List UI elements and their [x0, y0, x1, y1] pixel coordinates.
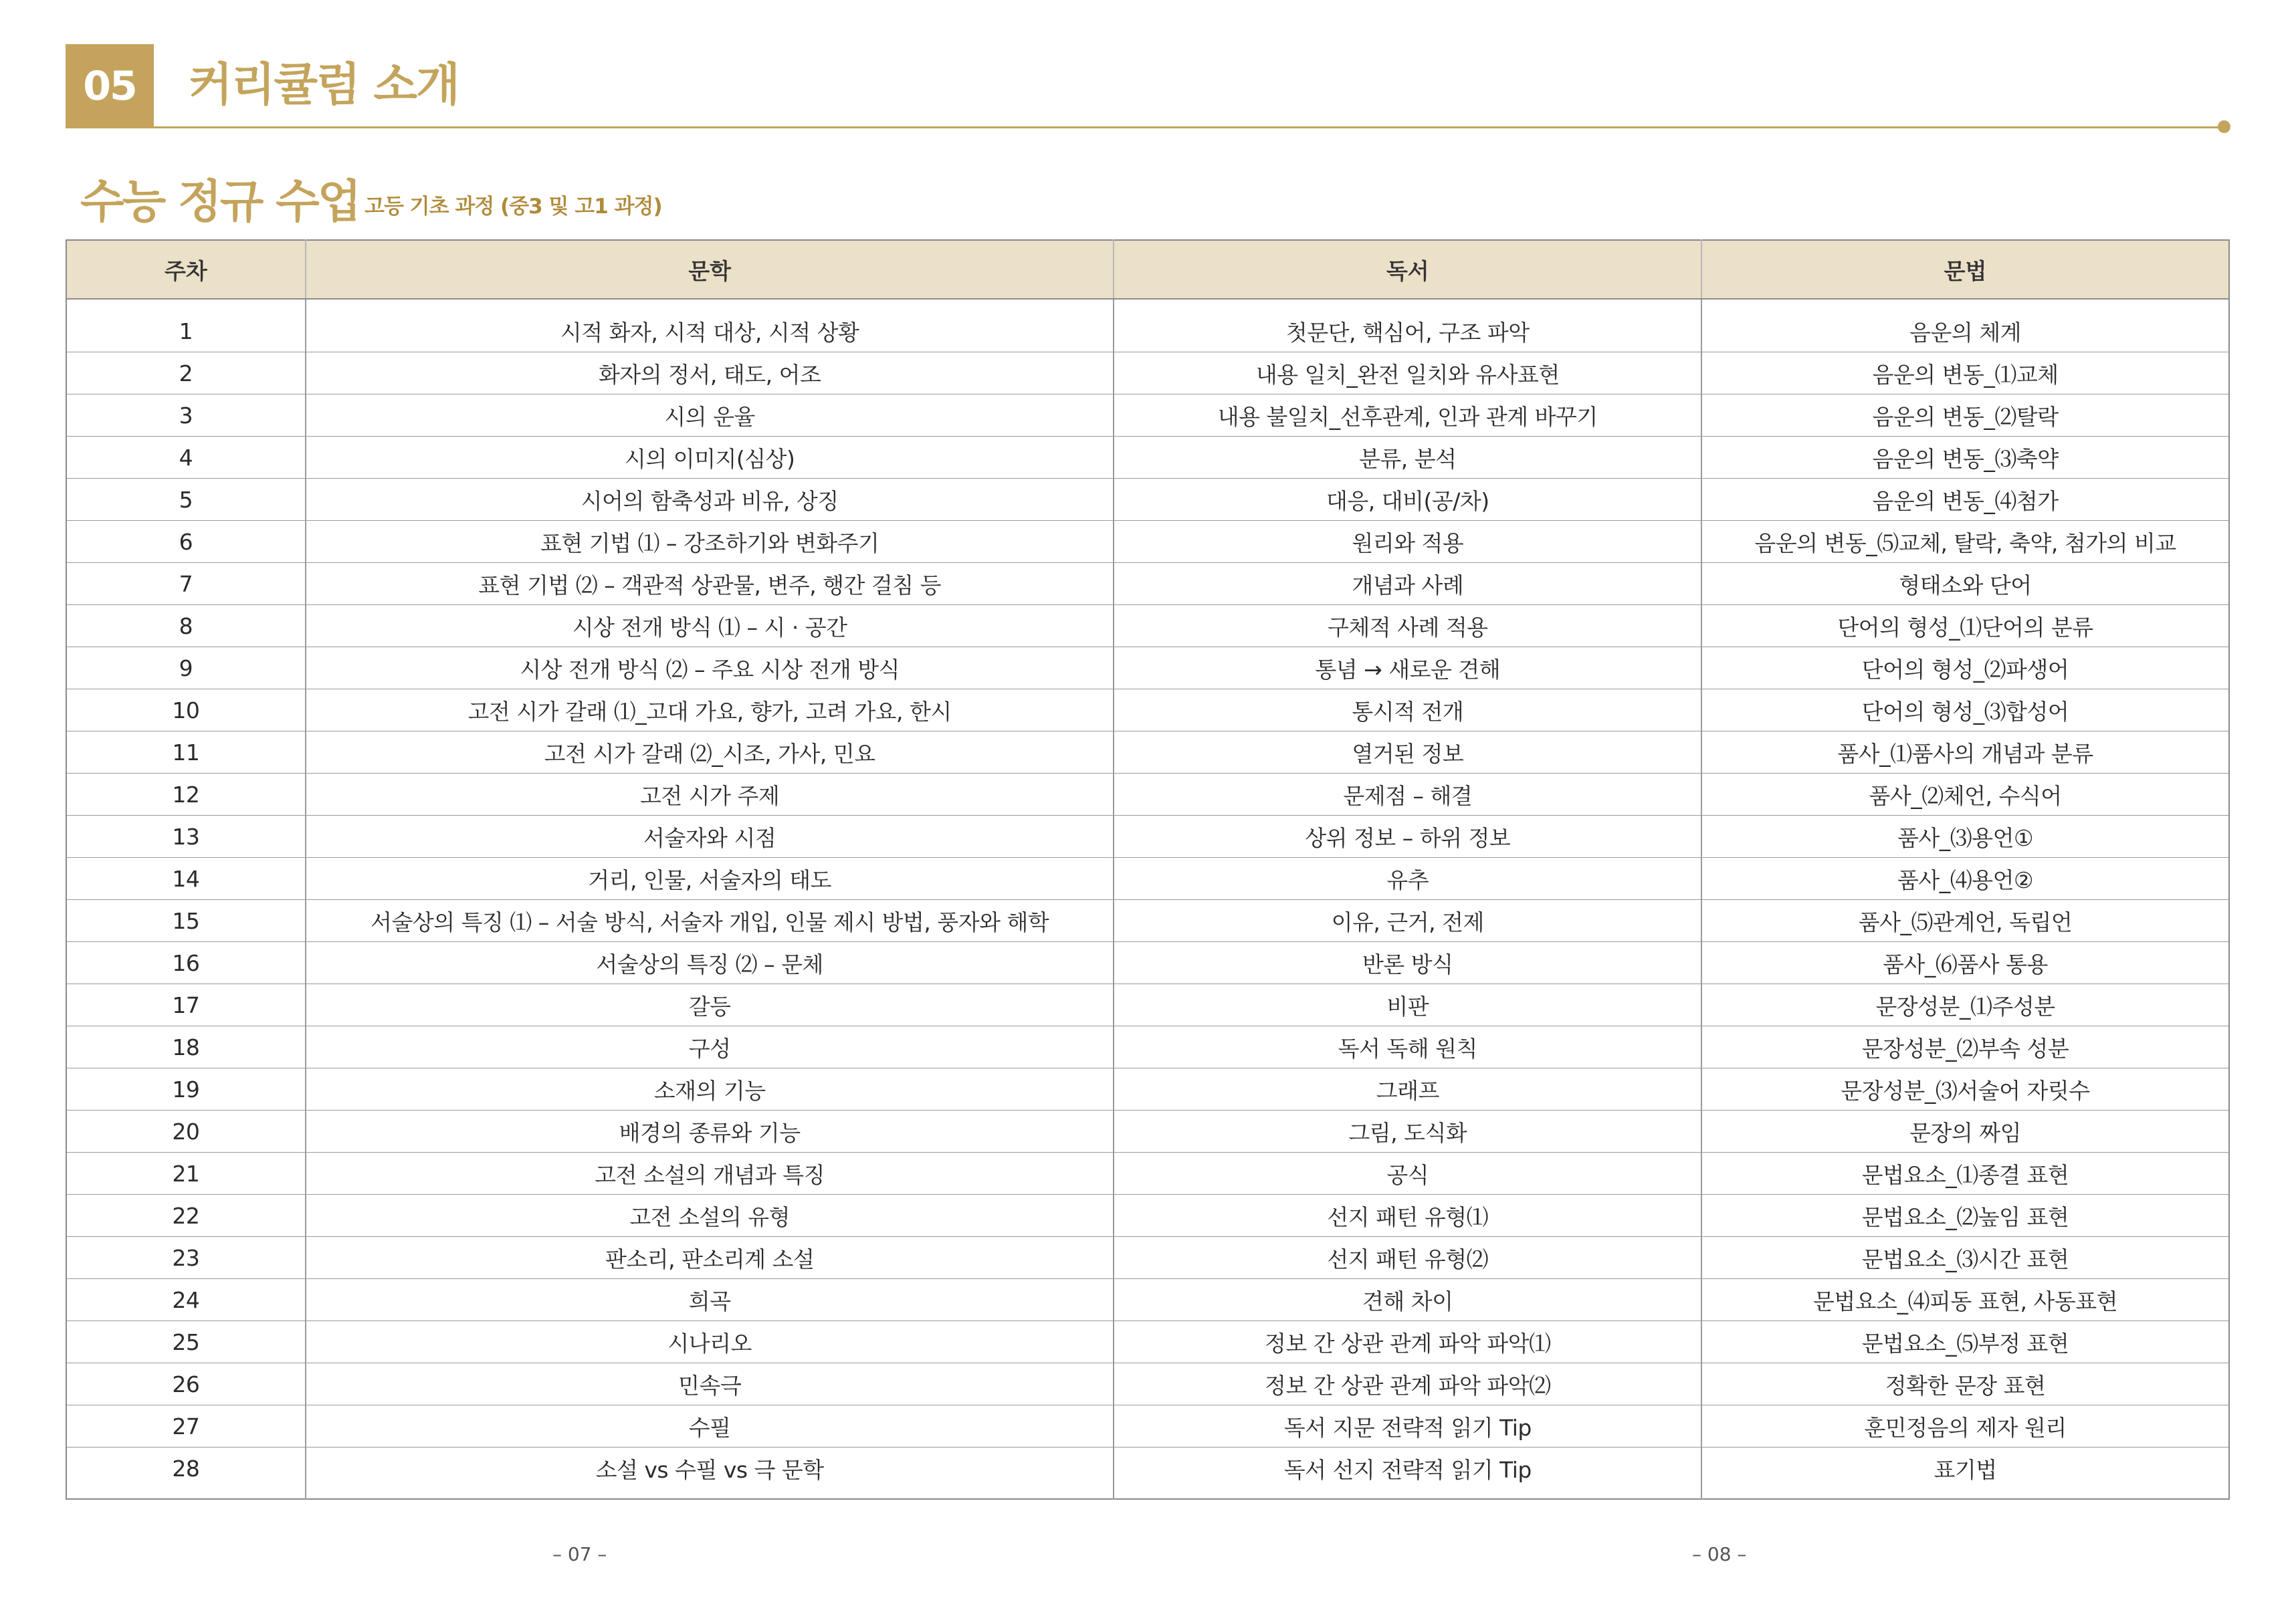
literature-cell: 고전 시가 갈래 ⑵_시조, 가사, 민요 — [306, 731, 1114, 774]
table-row — [66, 942, 2229, 984]
literature-cell: 표현 기법 ⑵ – 객관적 상관물, 변주, 행간 걸침 등 — [306, 563, 1114, 605]
reading-cell: 선지 패턴 유형⑵ — [1114, 1237, 1701, 1279]
table-row — [66, 1026, 2229, 1068]
grammar-cell: 음운의 변동_⑶축약 — [1701, 437, 2229, 479]
grammar-cell: 음운의 체계 — [1701, 299, 2229, 352]
table-row — [66, 858, 2229, 900]
reading-cell: 첫문단, 핵심어, 구조 파악 — [1114, 299, 1701, 352]
grammar-cell: 문장의 짜임 — [1701, 1111, 2229, 1153]
week-cell: 1 — [179, 318, 193, 344]
literature-cell: 표현 기법 ⑴ – 강조하기와 변화주기 — [306, 521, 1114, 563]
grammar-cell: 음운의 변동_⑵탈락 — [1701, 394, 2229, 437]
grammar-cell: 음운의 변동_⑷첨가 — [1701, 479, 2229, 521]
section-number-badge: 05 — [66, 44, 154, 128]
grammar-cell: 문장성분_⑶서술어 자릿수 — [1701, 1068, 2229, 1111]
reading-cell: 정보 간 상관 관계 파악 파악⑴ — [1114, 1321, 1701, 1363]
reading-cell: 독서 독해 원칙 — [1114, 1026, 1701, 1068]
table-row — [66, 689, 2229, 731]
literature-cell: 거리, 인물, 서술자의 태도 — [306, 858, 1114, 900]
literature-cell: 배경의 종류와 기능 — [306, 1111, 1114, 1153]
literature-cell: 구성 — [306, 1026, 1114, 1068]
week-cell: 17 — [66, 984, 306, 1026]
table-row — [66, 731, 2229, 774]
table-row — [66, 479, 2229, 521]
week-cell: 25 — [66, 1321, 306, 1363]
reading-cell: 유추 — [1114, 858, 1701, 900]
table-body — [66, 299, 2229, 1499]
table-row — [66, 1321, 2229, 1363]
literature-cell: 서술자와 시점 — [306, 816, 1114, 858]
week-cell: 2 — [66, 352, 306, 394]
reading-cell: 통시적 전개 — [1114, 689, 1701, 731]
grammar-cell: 훈민정음의 제자 원리 — [1701, 1405, 2229, 1448]
literature-cell: 시의 이미지(심상) — [306, 437, 1114, 479]
table-row — [66, 605, 2229, 647]
reading-cell: 구체적 사례 적용 — [1114, 605, 1701, 647]
grammar-cell: 품사_⑹품사 통용 — [1701, 942, 2229, 984]
page-number-left: – 07 – — [552, 1543, 607, 1565]
grammar-cell: 문법요소_⑴종결 표현 — [1701, 1153, 2229, 1195]
table-row — [66, 563, 2229, 605]
reading-cell: 열거된 정보 — [1114, 731, 1701, 774]
table-row — [66, 984, 2229, 1026]
week-cell: 9 — [66, 647, 306, 689]
week-cell: 8 — [66, 605, 306, 647]
reading-cell: 정보 간 상관 관계 파악 파악⑵ — [1114, 1363, 1701, 1405]
table-row — [66, 1068, 2229, 1111]
grammar-cell: 문장성분_⑴주성분 — [1701, 984, 2229, 1026]
page-number-right: – 08 – — [1692, 1543, 1747, 1565]
header-literature: 문학 — [306, 240, 1114, 299]
literature-cell: 소설 vs 수필 vs 극 문학 — [306, 1448, 1114, 1500]
section-divider — [66, 126, 2226, 128]
week-cell: 4 — [66, 437, 306, 479]
table-row — [66, 1448, 2229, 1500]
grammar-cell: 정확한 문장 표현 — [1701, 1363, 2229, 1405]
week-cell: 11 — [66, 731, 306, 774]
grammar-cell: 음운의 변동_⑸교체, 탈락, 축약, 첨가의 비교 — [1701, 521, 2229, 563]
table-row — [66, 1111, 2229, 1153]
week-cell: 26 — [66, 1363, 306, 1405]
week-cell: 5 — [66, 479, 306, 521]
reading-cell: 그림, 도식화 — [1114, 1111, 1701, 1153]
literature-cell: 갈등 — [306, 984, 1114, 1026]
course-caption: 고등 기초 과정 (중3 및 고1 과정) — [364, 195, 662, 219]
table-row — [66, 521, 2229, 563]
grammar-cell: 문장성분_⑵부속 성분 — [1701, 1026, 2229, 1068]
table-row — [66, 1405, 2229, 1448]
literature-cell: 서술상의 특징 ⑴ – 서술 방식, 서술자 개입, 인물 제시 방법, 풍자와 해학 — [306, 900, 1114, 942]
week-cell: 22 — [66, 1195, 306, 1237]
reading-cell: 개념과 사례 — [1114, 563, 1701, 605]
grammar-cell: 단어의 형성_⑶합성어 — [1701, 689, 2229, 731]
literature-cell: 시나리오 — [306, 1321, 1114, 1363]
literature-cell: 서술상의 특징 ⑵ – 문체 — [306, 942, 1114, 984]
literature-cell: 고전 소설의 개념과 특징 — [306, 1153, 1114, 1195]
grammar-cell: 단어의 형성_⑵파생어 — [1701, 647, 2229, 689]
literature-cell: 희곡 — [306, 1279, 1114, 1321]
week-cell: 27 — [66, 1405, 306, 1448]
reading-cell: 그래프 — [1114, 1068, 1701, 1111]
divider-end-dot — [2218, 120, 2230, 133]
grammar-cell: 문법요소_⑷피동 표현, 사동표현 — [1701, 1279, 2229, 1321]
week-cell: 21 — [66, 1153, 306, 1195]
reading-cell: 독서 지문 전략적 읽기 Tip — [1114, 1405, 1701, 1448]
literature-cell: 수필 — [306, 1405, 1114, 1448]
reading-cell: 견해 차이 — [1114, 1279, 1701, 1321]
reading-cell: 내용 일치_완전 일치와 유사표현 — [1114, 352, 1701, 394]
grammar-cell: 문법요소_⑵높임 표현 — [1701, 1195, 2229, 1237]
reading-cell: 대응, 대비(공/차) — [1114, 479, 1701, 521]
literature-cell: 소재의 기능 — [306, 1068, 1114, 1111]
reading-cell: 원리와 적용 — [1114, 521, 1701, 563]
literature-cell: 고전 시가 주제 — [306, 774, 1114, 816]
table-row — [66, 352, 2229, 394]
literature-cell: 민속극 — [306, 1363, 1114, 1405]
literature-cell: 판소리, 판소리계 소설 — [306, 1237, 1114, 1279]
table-row — [66, 647, 2229, 689]
week-cell: 19 — [66, 1068, 306, 1111]
reading-cell: 공식 — [1114, 1153, 1701, 1195]
reading-cell: 통념 → 새로운 견해 — [1114, 647, 1701, 689]
table-row — [66, 299, 2229, 352]
grammar-cell: 표기법 — [1701, 1448, 2229, 1500]
table-row — [66, 1237, 2229, 1279]
week-cell: 3 — [66, 394, 306, 437]
grammar-cell: 문법요소_⑸부정 표현 — [1701, 1321, 2229, 1363]
week-cell: 24 — [66, 1279, 306, 1321]
week-cell: 20 — [66, 1111, 306, 1153]
reading-cell: 내용 불일치_선후관계, 인과 관계 바꾸기 — [1114, 394, 1701, 437]
header-reading: 독서 — [1114, 240, 1701, 299]
literature-cell: 시상 전개 방식 ⑵ – 주요 시상 전개 방식 — [306, 647, 1114, 689]
grammar-cell: 품사_⑷용언② — [1701, 858, 2229, 900]
table-row — [66, 1279, 2229, 1321]
table-row — [66, 816, 2229, 858]
week-cell: 23 — [66, 1237, 306, 1279]
literature-cell: 고전 소설의 유형 — [306, 1195, 1114, 1237]
table-row — [66, 900, 2229, 942]
literature-cell: 시의 운율 — [306, 394, 1114, 437]
reading-cell: 이유, 근거, 전제 — [1114, 900, 1701, 942]
grammar-cell: 형태소와 단어 — [1701, 563, 2229, 605]
table-row — [66, 1195, 2229, 1237]
literature-cell: 시어의 함축성과 비유, 상징 — [306, 479, 1114, 521]
literature-cell: 시상 전개 방식 ⑴ – 시 · 공간 — [306, 605, 1114, 647]
week-cell: 13 — [66, 816, 306, 858]
reading-cell: 선지 패턴 유형⑴ — [1114, 1195, 1701, 1237]
reading-cell: 반론 방식 — [1114, 942, 1701, 984]
grammar-cell: 단어의 형성_⑴단어의 분류 — [1701, 605, 2229, 647]
grammar-cell: 음운의 변동_⑴교체 — [1701, 352, 2229, 394]
header-grammar: 문법 — [1701, 240, 2229, 299]
week-cell: 16 — [66, 942, 306, 984]
week-cell: 10 — [66, 689, 306, 731]
week-cell: 15 — [66, 900, 306, 942]
week-cell: 18 — [66, 1026, 306, 1068]
curriculum-table — [66, 239, 2230, 1500]
reading-cell: 독서 선지 전략적 읽기 Tip — [1114, 1448, 1701, 1500]
table-row — [66, 1363, 2229, 1405]
table-row — [66, 774, 2229, 816]
reading-cell: 문제점 – 해결 — [1114, 774, 1701, 816]
grammar-cell: 품사_⑵체언, 수식어 — [1701, 774, 2229, 816]
week-cell: 7 — [66, 563, 306, 605]
header-week: 주차 — [66, 240, 306, 299]
week-cell: 14 — [66, 858, 306, 900]
literature-cell: 고전 시가 갈래 ⑴_고대 가요, 향가, 고려 가요, 한시 — [306, 689, 1114, 731]
grammar-cell: 문법요소_⑶시간 표현 — [1701, 1237, 2229, 1279]
table-row — [66, 437, 2229, 479]
reading-cell: 상위 정보 – 하위 정보 — [1114, 816, 1701, 858]
reading-cell: 분류, 분석 — [1114, 437, 1701, 479]
table-header-row — [66, 240, 2229, 299]
grammar-cell: 품사_⑶용언① — [1701, 816, 2229, 858]
week-cell: 12 — [66, 774, 306, 816]
week-cell: 28 — [66, 1448, 306, 1500]
table-row — [66, 394, 2229, 437]
course-title: 수능 정규 수업 — [80, 176, 360, 229]
table-row — [66, 1153, 2229, 1195]
reading-cell: 비판 — [1114, 984, 1701, 1026]
section-title: 커리큘럼 소개 — [189, 59, 459, 112]
grammar-cell: 품사_⑴품사의 개념과 분류 — [1701, 731, 2229, 774]
grammar-cell: 품사_⑸관계언, 독립언 — [1701, 900, 2229, 942]
literature-cell: 화자의 정서, 태도, 어조 — [306, 352, 1114, 394]
week-cell: 6 — [66, 521, 306, 563]
literature-cell: 시적 화자, 시적 대상, 시적 상황 — [306, 299, 1114, 352]
